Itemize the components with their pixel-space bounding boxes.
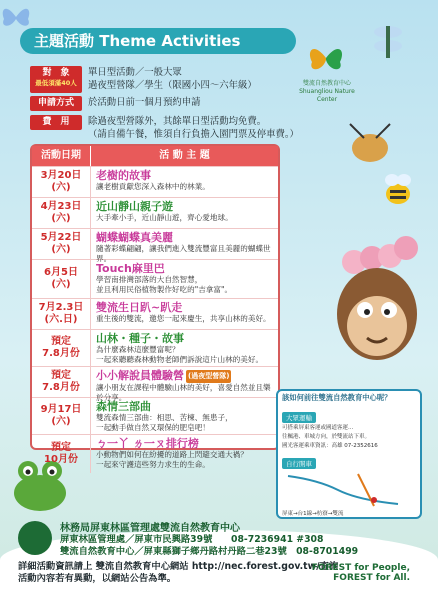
event-desc: 並且利用民俗植物製作好吃的"吉拿富"。 [96,285,233,294]
event-title: ㄅ一丫 ㄌ一ㄡ排行榜 [96,437,199,450]
info-apply [30,96,375,112]
schedule-table [30,144,280,469]
table-row [32,434,278,473]
section-public-transit: 大眾運輸 [282,412,316,423]
event-title: 山林・種子・故事 [96,332,184,345]
row-date-sub: (六) [51,279,71,290]
row-date: 6月5日 [44,267,78,278]
table-row [32,228,278,263]
target-line-1: 單日型活動／一般大眾 [88,67,182,78]
target-line-2: 過夜型營隊／學生（限國小四～六年級） [88,80,257,91]
table-row [32,197,278,228]
row-date-sub: (六) [51,244,71,255]
row-date: 7月2.3日 [38,302,84,313]
table-row [32,329,278,366]
contact-line-1: 屏東林區管理處／屏東市民興路39號 08-7236941 #308 [60,534,324,545]
row-date-sub: 7.8月份 [42,348,80,359]
row-date: 5月22日 [40,232,82,243]
event-title: 雙流生日趴~趴走 [96,301,183,314]
row-date-sub: (六.日) [44,314,78,325]
route-map [278,470,416,510]
target-sub: 最低須滿40人 [35,79,77,87]
event-desc: 大手牽小手，近山靜山遊，齊心愛地球。 [96,213,233,222]
row-date: 預定 [51,336,71,347]
forest-slogan-a: FOREST for People, [311,563,410,573]
event-title: 老樹的故事 [96,169,151,182]
transit-line-3: 國光客運乘車資訊：高雄 07-2352616 [282,443,378,449]
fee-label: 費 用 [30,115,82,130]
info-target [30,66,375,93]
forest-slogan-b: FOREST for All. [333,573,410,583]
row-date-sub: (六) [51,416,71,427]
apply-text: 於活動日前一個月預約申請 [88,97,201,108]
transit-line-2: 往楓港、車城方向，於雙流站下車。 [282,434,371,440]
event-desc: 一起來聽聽森林動物老師們訴說這片山林的美好。 [96,355,264,364]
event-title: Touch麻里巴 [96,262,165,275]
fee-line-2: （請自備午餐，惟須自行負擔入園門票及停車費。） [88,129,299,140]
logo-name: 雙流自然教育中心 [302,80,351,87]
event-desc: 讓老樹貢獻您深入森林中的林業。 [96,182,210,191]
event-title: 蝴蝶蝴蝶真美麗 [96,231,173,244]
page-title: 主題活動 Theme Activities [20,28,296,54]
target-label: 對 象 [42,68,70,78]
event-title [96,369,273,383]
event-desc: 一起來守護這些努力求生的生命。 [96,460,210,469]
table-row [32,259,278,298]
target-tag [30,66,82,93]
event-desc: 學習南排灣部落的大自然智慧， [96,275,203,284]
overnight-badge: (過夜型營隊) [186,370,231,383]
table-row [32,166,278,197]
logo-sub: Shuangliou Nature Center [299,88,355,103]
row-date: 9月17日 [40,404,82,415]
event-desc: 讓小朋友在課程中體驗山林的美好，喜愛自然並且樂於分享。 [96,382,271,402]
row-date: 預定 [51,370,71,381]
table-header [32,146,278,166]
dragonfly-icon [358,22,418,62]
row-date: 預定 [51,442,71,453]
monkey-icon [327,260,427,380]
row-date-sub: 10月份 [44,454,78,465]
organization-name: 林務局屏東林區管理處雙流自然教育中心 [60,523,240,534]
forest-slogan [312,563,410,583]
col-date: 活動日期 [32,146,91,166]
website-line: 詳細活動資訊請上 雙流自然教育中心網站 http://nec.forest.gov.tw/查詢 [18,561,339,572]
forestry-seal-icon [18,521,52,555]
row-date-sub: 7.8月份 [42,382,80,393]
transit-line-1: 可搭乘屏東客運或國道客運... [282,425,354,431]
notice-line: 活動內容若有異動，以網站公告為準。 [18,573,177,584]
event-desc: 雙流森情三部曲：相思、苦楝、無患子， [96,413,233,422]
bee-icon [378,172,418,208]
event-title: 森情三部曲 [96,400,151,413]
fee-line-1: 除過夜型營隊外，其餘單日型活動均免費。 [88,116,267,127]
contact-line-2: 雙流自然教育中心／屏東縣獅子鄉丹路村丹路二巷23號 08-8701499 [60,546,359,557]
info-fee [30,115,375,141]
driving-route: 屏東→台1線→枋寮→雙流 [282,511,344,517]
event-title-text: 小小解說員體驗營 [96,369,184,382]
butterfly-icon [0,3,32,31]
event-desc: 一起動手做自然又環保的肥皂吧！ [96,423,210,432]
footer [18,519,418,585]
row-date-sub: (六) [51,213,71,224]
col-theme: 活 動 主 題 [159,150,210,161]
table-row [32,366,278,402]
row-date: 3月20日 [40,170,82,181]
row-date-sub: (六) [51,182,71,193]
activity-info [30,66,375,144]
directions-panel [276,389,422,519]
event-desc: 為什麼森林這麼豐富呢？ [96,345,180,354]
row-date: 4月23日 [40,201,82,212]
event-desc: 重生後的雙流，邀您一起來慶生，共享山林的美好。 [96,314,271,323]
section-driving: 自行開車 [282,458,316,469]
event-desc: 隨著彩蝶翩翩，讓我們進入雙流豐富且美麗的蝴蝶世界。 [96,244,271,263]
event-title: 近山靜山親子遊 [96,200,173,213]
apply-label: 申請方式 [30,96,82,111]
directions-title: 該如何前往雙流自然教育中心呢？ [282,393,392,402]
table-row [32,397,278,434]
event-desc: 小動物們如何在紛擾的道路上閃避交通大禍？ [96,450,248,459]
table-row [32,298,278,329]
